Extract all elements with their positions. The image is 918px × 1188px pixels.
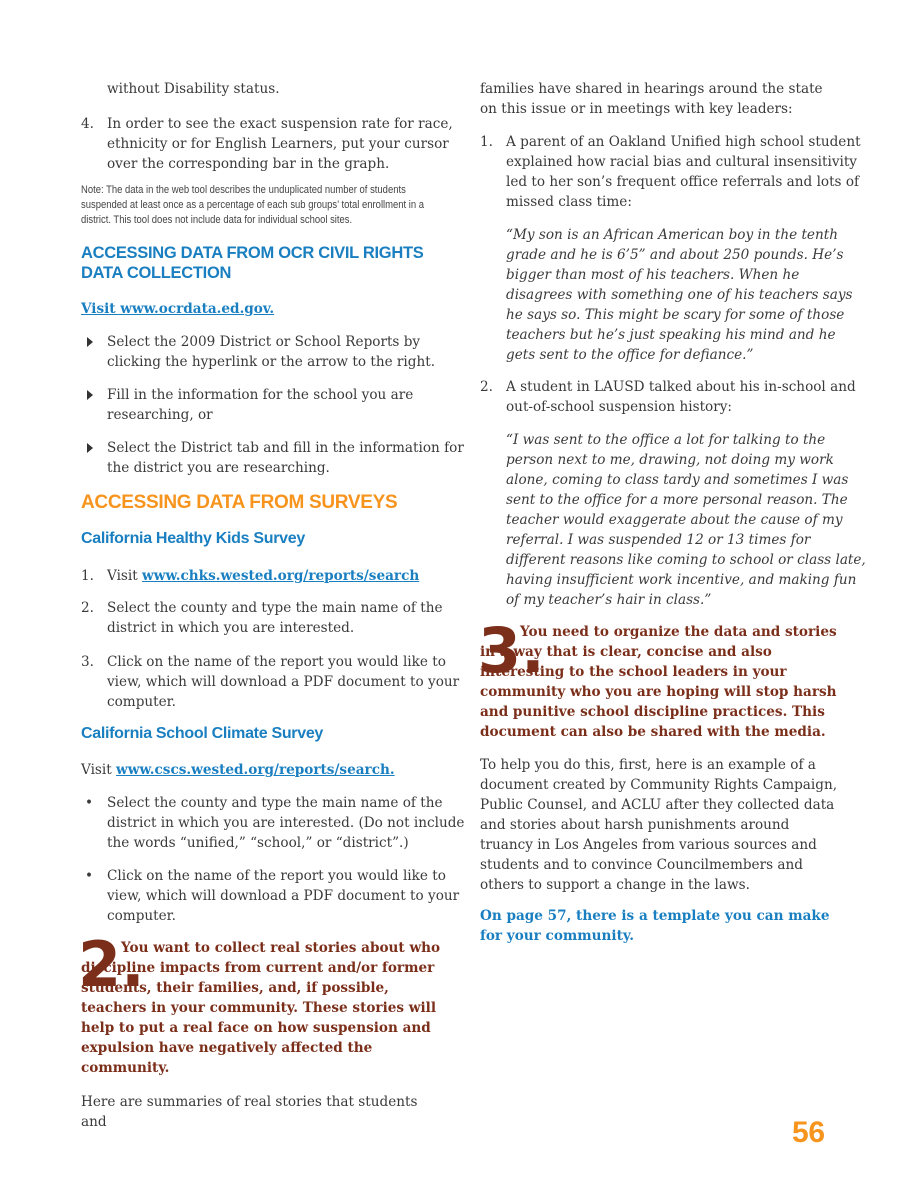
- text: without Disability status.: [107, 81, 280, 97]
- dot-bullet-icon: •: [85, 795, 94, 811]
- triangle-bullet-icon: [87, 390, 93, 400]
- cscs-heading: California School Climate Survey: [81, 725, 324, 742]
- item-number: 4.: [81, 116, 94, 132]
- bullet-text: Select the county and type the main name of the district in which you are interested. (Do not include the words “unified,” “school,” or “district”.): [107, 795, 465, 851]
- list-item: [81, 566, 472, 586]
- item-text: Select the county and type the main name of the district in which you are interested.: [107, 600, 443, 636]
- note: Note: The data in the web tool describes the unduplicated number of students suspended at least once as a percentage of each sub groups’ total enrollment in a district. This tool does not include data for individual school sites.: [81, 184, 425, 226]
- ocr-heading: ACCESSING DATA FROM OCR CIVIL RIGHTS DATA COLLECTION: [81, 244, 424, 282]
- bullet-item: [81, 866, 472, 926]
- story-quote: “My son is an African American boy in the tenth grade and he is 6’5” and about 250 pounds. He’s bigger than most of his teachers. When he disagrees with something one of his teachers says he says so. This might be scary for some of those teachers but he’s just speaking his mind and he gets sent to the office for defiance.”: [506, 227, 853, 363]
- list-item: [81, 598, 472, 638]
- item-number: 2.: [81, 600, 94, 616]
- item-text: In order to see the exact suspension rate for race, ethnicity or for English Learners, put your cursor over the corresponding bar in the graph.: [107, 116, 453, 172]
- bullet-item: [81, 438, 472, 478]
- ocr-link[interactable]: Visit www.ocrdata.ed.gov.: [81, 301, 275, 317]
- help-text: To help you do this, first, here is an example of a document created by Community Rights Campaign, Public Counsel, and ACLU after they collected data and stories about harsh punishments around truancy in Los Angeles from various sources and students and to convince Councilmembers and others to support a change in the laws.: [480, 757, 838, 893]
- list-continuation: [81, 79, 472, 99]
- step-2-text: You want to collect real stories about who discipline impacts from current and/or former students, their families, and, if possible, teachers in your community. These stories will help to put a real face on how suspension and expulsion have negatively affected the community.: [81, 940, 441, 1076]
- template-note: On page 57, there is a template you can make for your community.: [480, 908, 830, 944]
- triangle-bullet-icon: [87, 443, 93, 453]
- story-item: [480, 132, 866, 365]
- item-number: 1.: [480, 134, 493, 150]
- item-text: A parent of an Oakland Unified high school student explained how racial bias and cultural insensitivity led to her son’s frequent office referrals and lots of missed class time:: [506, 134, 861, 210]
- item-number: 2.: [480, 379, 493, 395]
- step-2-number: 2.: [78, 928, 145, 1001]
- bullet-item: [81, 793, 472, 853]
- summary-text: Here are summaries of real stories that students and: [81, 1094, 418, 1130]
- bullet-text: Fill in the information for the school you are researching, or: [107, 387, 414, 423]
- triangle-bullet-icon: [87, 337, 93, 347]
- story-quote: “I was sent to the office a lot for talking to the person next to me, drawing, not doing my work alone, coming to class tardy and sometimes I was sent to the office for a more personal reason. The teacher would exaggerate about the cause of my referral. I was suspended 12 or 13 times for different reasons like coming to school or class late, having insufficient work incentive, and making fun of my teacher’s hair in class.”: [506, 432, 866, 608]
- item-number: 3.: [81, 654, 94, 670]
- item-text: Click on the name of the report you would like to view, which will download a PDF document to your computer.: [107, 654, 460, 710]
- list-item: [81, 114, 472, 174]
- chks-heading: California Healthy Kids Survey: [81, 530, 305, 547]
- chks-link[interactable]: www.chks.wested.org/reports/search: [142, 568, 420, 584]
- page-number: 56: [792, 1116, 825, 1149]
- continuation-text: families have shared in hearings around the state on this issue or in meetings with key leaders:: [480, 81, 823, 117]
- cscs-visit: [81, 760, 446, 780]
- bullet-item: [81, 385, 472, 425]
- step-3-text: You need to organize the data and stories in a way that is clear, concise and also interesting to the school leaders in your community who you are hoping will stop harsh and punitive school discipline practices. This document can also be shared with the media.: [480, 624, 837, 740]
- item-number: 1.: [81, 568, 94, 584]
- item-text: Visit: [107, 568, 143, 584]
- dot-bullet-icon: •: [85, 868, 94, 884]
- item-text: A student in LAUSD talked about his in-school and out-of-school suspension history:: [506, 379, 856, 415]
- step-3-number: 3.: [478, 614, 545, 687]
- bullet-text: Select the District tab and fill in the information for the district you are researching.: [107, 440, 464, 476]
- bullet-text: Click on the name of the report you would like to view, which will download a PDF document to your computer.: [107, 868, 460, 924]
- cscs-link[interactable]: www.cscs.wested.org/reports/search.: [116, 762, 395, 778]
- bullet-text: Select the 2009 District or School Reports by clicking the hyperlink or the arrow to the right.: [107, 334, 436, 370]
- text: Visit: [81, 762, 117, 778]
- story-item: [480, 377, 866, 610]
- bullet-item: [81, 332, 472, 372]
- surveys-heading: ACCESSING DATA FROM SURVEYS: [81, 492, 398, 513]
- list-item: [81, 652, 472, 712]
